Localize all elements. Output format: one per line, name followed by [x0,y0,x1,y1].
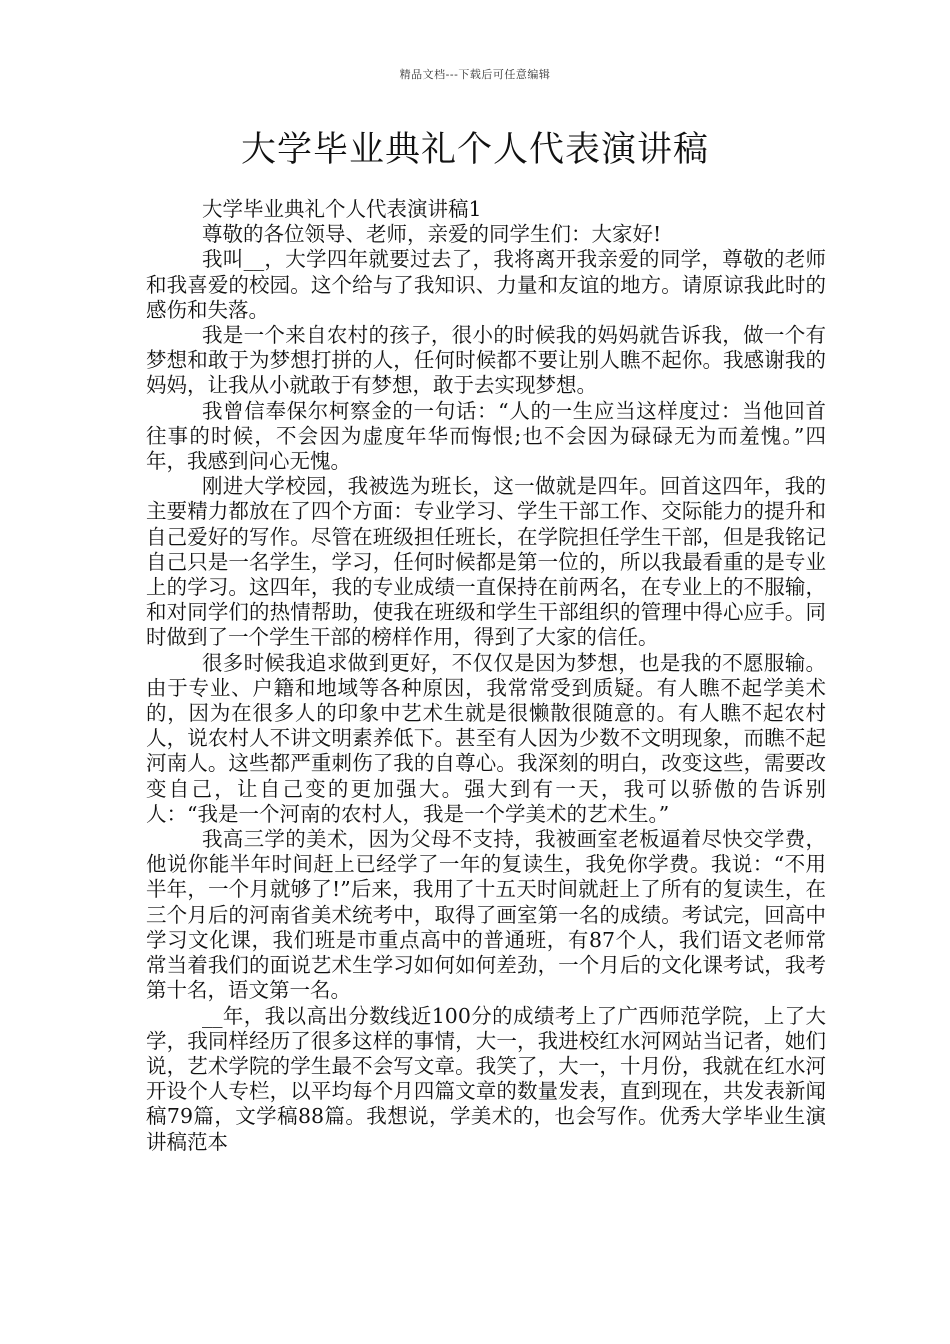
paragraph: 我叫__，大学四年就要过去了，我将离开我亲爱的同学，尊敬的老师和我喜爱的校园。这个给与了我知识、力量和友谊的地方。请原谅我此时的感伤和失落。 [146,247,826,322]
paragraph: 大学毕业典礼个人代表演讲稿1 [202,197,482,221]
paragraph: 我曾信奉保尔柯察金的一句话：“人的一生应当这样度过：当他回首往事的时候，不会因为虚度年华而悔恨;也不会因为碌碌无为而羞愧。”四年，我感到问心无愧。 [146,398,826,474]
document-title: 大学毕业典礼个人代表演讲稿 [240,130,709,170]
paragraph: 很多时候我追求做到更好，不仅仅是因为梦想，也是我的不愿服输。由于专业、户籍和地域等各种原因，我常常受到质疑。有人瞧不起学美术的，因为在很多人的印象中艺术生就是很懒散很随意的。有人瞧不起农村人，说农村人不讲文明素养低下。甚至有人因为少数不文明现象，而瞧不起河南人。这些都严重刺伤了我的自尊心。我深刻的明白，改变这些，需要改变自己，让自己变的更加强大。强大到有一天，我可以骄傲的告诉别人：“我是一个河南的农村人，我是一个学美术的艺术生。” [146,650,826,826]
paragraph: 我是一个来自农村的孩子，很小的时候我的妈妈就告诉我，做一个有梦想和敢于为梦想打拼的人，任何时候都不要让别人瞧不起你。我感谢我的妈妈，让我从小就敢于有梦想，敢于去实现梦想。 [146,323,826,398]
document-body [146,197,826,1155]
paragraph: 我高三学的美术，因为父母不支持，我被画室老板逼着尽快交学费，他说你能半年时间赶上已经学了一年的复读生，我免你学费。我说：“不用半年，一个月就够了!”后来，我用了十五天时间就赶上了所有的复读生，在三个月后的河南省美术统考中，取得了画室第一名的成绩。考试完，回高中学习文化课，我们班是市重点高中的普通班，有87个人，我们语文老师常常当着我们的面说艺术生学习如何如何差劲，一个月后的文化课考试，我考第十名，语文第一名。 [146,827,826,1003]
paragraph: 尊敬的各位领导、老师，亲爱的同学生们：大家好! [202,222,662,247]
paragraph: 刚进大学校园，我被选为班长，这一做就是四年。回首这四年，我的主要精力都放在了四个方面：专业学习、学生干部工作、交际能力的提升和自己爱好的写作。尽管在班级担任班长，在学院担任学生干部，但是我铭记自己只是一名学生，学习，任何时候都是第一位的，所以我最看重的是专业上的学习。这四年，我的专业成绩一直保持在前两名，在专业上的不服输，和对同学们的热情帮助，使我在班级和学生干部组织的管理中得心应手。同时做到了一个学生干部的榜样作用，得到了大家的信任。 [146,474,826,650]
header-note: 精品文档---下载后可任意编辑 [399,68,551,81]
paragraph: __年，我以高出分数线近100分的成绩考上了广西师范学院，上了大学，我同样经历了很多这样的事情，大一，我进校红水河网站当记者，她们说，艺术学院的学生最不会写文章。我笑了，大一，十月份，我就在红水河开设个人专栏，以平均每个月四篇文章的数量发表，直到现在，共发表新闻稿79篇，文学稿88篇。我想说，学美术的，也会写作。优秀大学毕业生演讲稿范本 [146,1003,826,1154]
